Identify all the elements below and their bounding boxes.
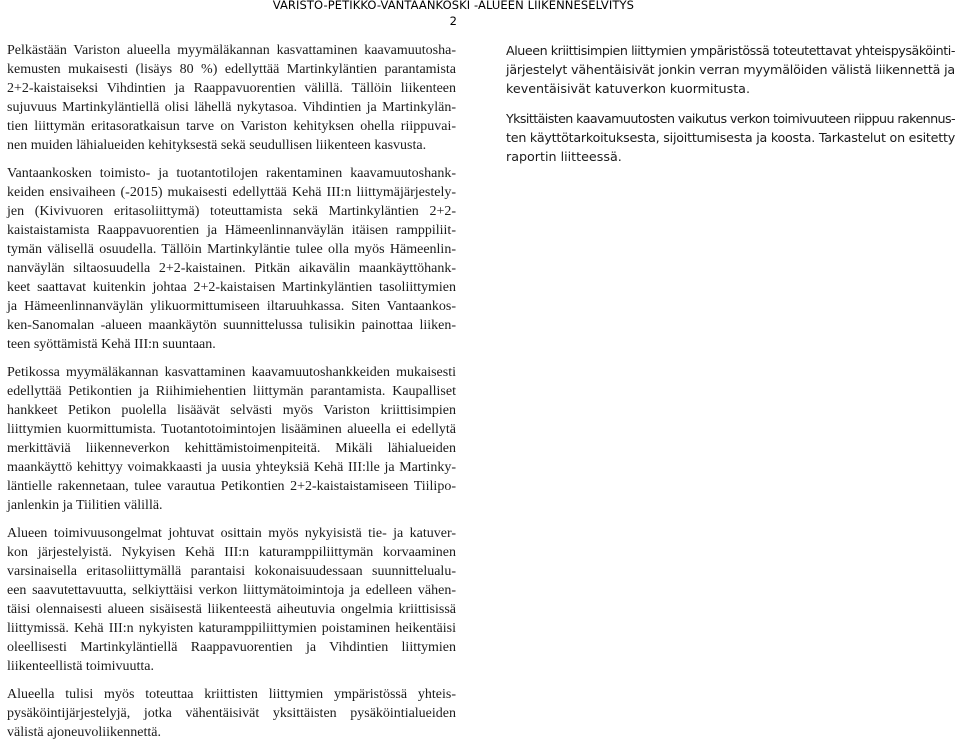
text-line: tymän välisellä osuudella. Tällöin Martinkyläntie tulee olla myös Hämeenlin- [7,242,456,257]
text-line: välistä ajoneuvoliikennettä. [7,725,161,740]
text-line: varsinaisella eritasoliittymällä parantaisi kokonaisuudessaan suunnittelualu- [7,564,456,579]
text-line: 2+2-kaistaiseksi Vihdintien ja Raappavuorentien välillä. Tällöin liikenteen [7,81,456,96]
paragraph [7,41,456,155]
text-line: jen (Kivivuoren eritasoliittymä) toteuttamista sekä Martinkyläntien 2+2- [7,204,456,219]
paragraph [7,363,456,515]
text-line: Yksittäisten kaavamuutosten vaikutus verkon toimivuuteen riippuu rakennus- [506,111,955,126]
text-line: hankkeet Petikon puolella lisäävät selvästi myös Variston kriittisimpien [7,403,456,418]
text-line: liittymissä. Kehä III:n nykyisten katuramppiliittymien poistaminen heikentäisi [7,621,456,636]
text-line: janlenkin ja Tiilitien välillä. [7,498,163,513]
text-line: sujuvuus Martinkyläntiellä olisi lähellä nykytasoa. Vihdintien ja Martinkylän- [7,100,456,115]
text-line: kemusten mukaisesti (lisäys 80 %) edellyttää Martinkyläntien parantamista [7,62,456,77]
text-line: oleellisesti Martinkyläntiellä Raappavuorentien ja Vihdintien liittymien [7,640,456,655]
text-line: maankäyttö kehittyy voimakkaasti ja uusia yhteyksiä Kehä III:lle ja Martinky- [7,460,456,475]
paragraph [7,524,456,676]
right-text-column [506,41,955,166]
text-line: kaistaistamista Raappavuorentien ja Hämeenlinnanväylän itäisen ramppiliit- [7,223,456,238]
paragraph [7,164,456,354]
text-line: Vantaankosken toimisto- ja tuotantotilojen rakentaminen kaavamuutoshank- [7,166,456,181]
text-line: Alueen kriittisimpien liittymien ympäristössä toteutettavat yhteispysäköinti- [506,43,955,58]
text-line: keet saattavat kuitenkin johtaa 2+2-kaistaisen Martinkyläntien tasoliittymien [7,280,456,295]
text-line: raportin liitteessä. [506,149,622,164]
text-line: een saavutettavuutta, selkiyttäisi verkon liittymätoimintoja ja edelleen vähen- [7,583,456,598]
text-line: läntielle rakennetaan, tulee varautua Petikontien 2+2-kaistaistamiseen Tiilipo- [7,479,456,494]
text-line: liikenteellistä toimivuutta. [7,659,154,674]
text-line: ja Hämeenlinnanväylän ylikuormittumiseen iltaruuhkassa. Siten Vantaankos- [7,299,456,314]
text-line: järjestelyt vähentäisivät jonkin verran myymälöiden välistä liikennettä ja [506,62,955,77]
paragraph [506,109,955,166]
text-line: merkittäviä liikenneverkon kehittämistoimenpiteitä. Mikäli lähialueiden [7,441,456,456]
text-line: ten käyttötarkoituksesta, sijoittumisesta ja koosta. Tarkastelut on esitetty [506,130,955,145]
text-line: ken-Sanomalan -alueen maankäytön suunnittelussa tulisikin painottaa liiken- [7,318,456,333]
text-line: liittymien kuormittumista. Tuotantotoimintojen lisääminen alueella ei edellytä [7,422,456,437]
paragraph [7,685,456,742]
text-line: Petikossa myymäläkannan kasvattaminen kaavamuutoshankkeiden mukaisesti [7,365,456,380]
text-line: nanväylän siltaosuudella 2+2-kaistainen. Pitkän aikavälin maankäyttöhank- [7,261,456,276]
left-text-column [7,41,456,742]
text-line: nen muiden lähialueiden kehityksestä sekä seudullisen liikenteen kasvusta. [7,138,427,153]
text-line: täisi olennaisesti alueen sisäisestä liikenteestä aiheutuvia ongelmia kriittisissä [7,602,456,617]
text-line: pysäköintijärjestelyjä, jotka vähentäisivät yksittäisten pysäköintialueiden [7,706,456,721]
page-header [273,0,634,29]
text-line: keventäisivät katuverkon kuormitusta. [506,81,750,96]
page-number: 2 [449,14,458,28]
text-line: keiden ensivaiheen (-2015) mukaisesti edellyttää Kehä III:n liittymäjärjestely- [7,185,456,200]
header-title: VARISTO-PETIKKO-VANTAANKOSKI -ALUEEN LIIKENNESELVITYS [272,0,634,12]
text-line: teen syöttämistä Kehä III:n suuntaan. [7,337,216,352]
paragraph [506,41,955,98]
text-line: Alueella tulisi myös toteuttaa kriittisten liittymien ympäristössä yhteis- [7,687,456,702]
text-line: kon järjestelyistä. Nykyisen Kehä III:n katuramppiliittymän korvaaminen [7,545,456,560]
text-line: tien liittymän eritasoratkaisun tarve on Variston kehityksen ohella riippuvai- [7,119,456,134]
text-line: Alueen toimivuusongelmat johtuvat osittain myös nykyisistä tie- ja katuver- [7,526,456,541]
text-line: edellyttää Petikontien ja Riihimiehentien liittymän parantamista. Kaupalliset [7,384,456,399]
text-line: Pelkästään Variston alueella myymäläkannan kasvattaminen kaavamuutosha- [7,43,456,58]
